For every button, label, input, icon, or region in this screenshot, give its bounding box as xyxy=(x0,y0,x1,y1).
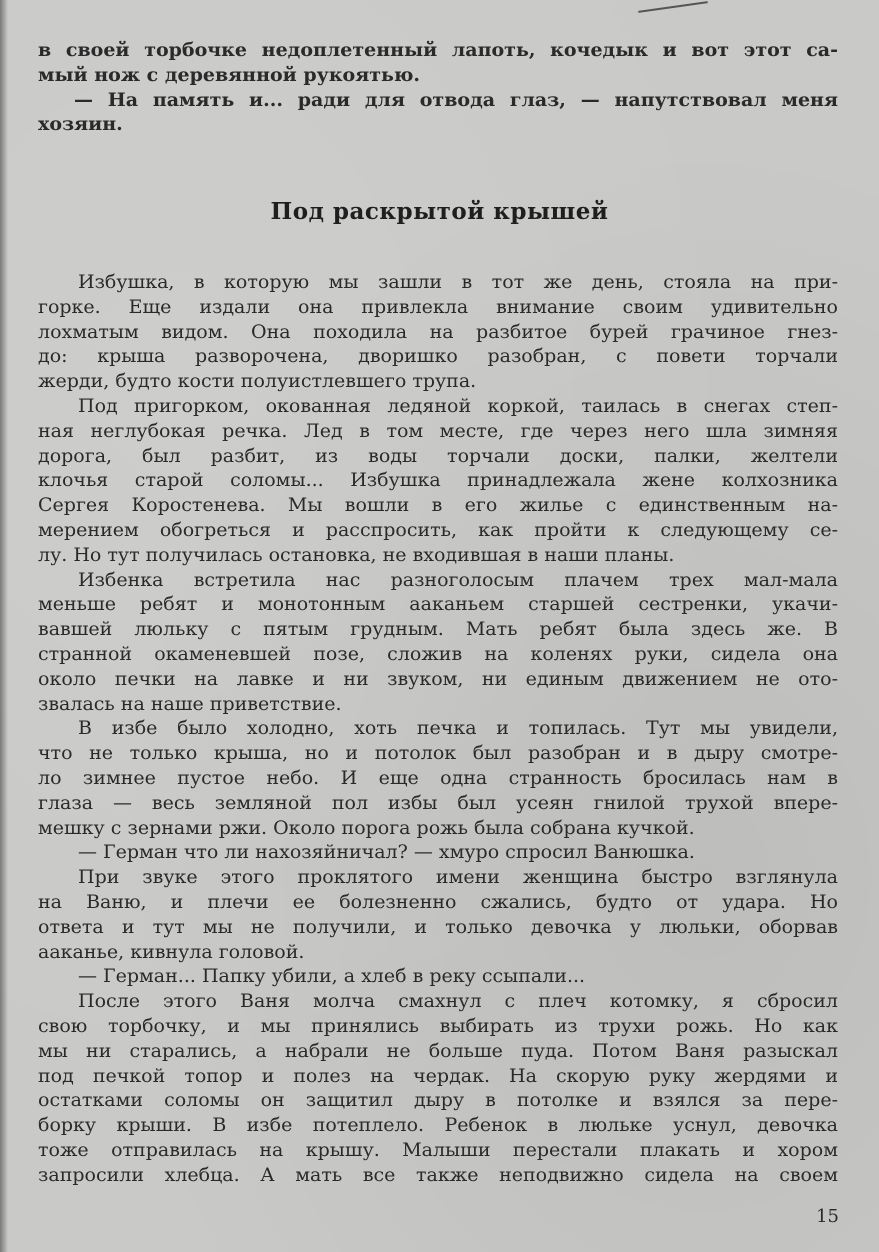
text-line: лу. Но тут получилась остановка, не входившая в наши планы. xyxy=(38,543,675,566)
text-line: остатками соломы он защитил дыру в потолке и взялся за пере- xyxy=(38,1089,838,1112)
text-line: Избушка, в которую мы зашли в тот же день, стояла на при- xyxy=(78,271,838,293)
text-line: ответа и тут мы не получили, и только девочка у люльки, оборвав xyxy=(38,915,838,938)
text-line: под печкой топор и полез на чердак. На скорую руку жердями и xyxy=(38,1064,838,1087)
text-line: — На память и... ради для отвода глаз, — напутствовал меня xyxy=(74,88,838,111)
text-line: мый нож с деревянной рукоятью. xyxy=(38,63,421,86)
text-line: в своей торбочке недоплетенный лапоть, кочедык и вот этот са- xyxy=(38,39,838,61)
text-line: Избенка встретила нас разноголосым плачем трех мал-мала xyxy=(78,568,838,591)
text-line: ная неглубокая речка. Лед в том месте, где через него шла зимняя xyxy=(38,419,838,442)
text-line: Сергея Коростенева. Мы вошли в его жилье с единственным на- xyxy=(38,494,838,517)
text-line: жерди, будто кости полуистлевшего трупа. xyxy=(38,370,477,393)
text-line: меньше ребят и монотонным ааканьем старшей сестренки, укачи- xyxy=(38,593,838,616)
text-line: При звуке этого проклятого имени женщина быстро взглянула xyxy=(78,866,838,889)
text-line: горке. Еще издали она привлекла внимание своим удивительно xyxy=(38,295,838,318)
chapter-title: Под раскрытой крышей xyxy=(270,198,609,225)
page-edge-shadow xyxy=(0,0,8,1252)
text-line: свою торбочку, и мы принялись выбирать из трухи рожь. Но как xyxy=(38,1014,838,1037)
text-line: мешку с зернами ржи. Около порога рожь была собрана кучкой. xyxy=(38,816,695,839)
text-line: клочья старой соломы... Избушка принадлежала жене колхозника xyxy=(38,469,838,492)
text-line: запросили хлебца. А мать все также неподвижно сидела на своем xyxy=(38,1163,838,1186)
page-number: 15 xyxy=(816,1206,839,1227)
text-line: мерением обогреться и расспросить, как пройти к следующему се- xyxy=(38,518,838,541)
text-line: — Герман... Папку убили, а хлеб в реку ссыпали... xyxy=(78,965,586,988)
text-line: звалась на наше приветствие. xyxy=(38,692,342,715)
text-line: ааканье, кивнула головой. xyxy=(38,940,305,963)
text-line: борку крыши. В избе потеплело. Ребенок в люльке уснул, девочка xyxy=(38,1114,838,1137)
text-line: лохматым видом. Она походила на разбитое бурей грачиное гнез- xyxy=(38,320,838,343)
text-line: хозяин. xyxy=(38,113,123,136)
text-line: — Герман что ли нахозяйничал? — хмуро спросил Ванюшка. xyxy=(78,841,695,864)
text-line: на Ваню, и плечи ее болезненно сжались, будто от удара. Но xyxy=(38,890,838,913)
text-line: вавшей люльку с пятым грудным. Мать ребят была здесь же. В xyxy=(38,618,838,641)
text-line: ло зимнее пустое небо. И еще одна странность бросилась нам в xyxy=(38,766,838,789)
text-line: мы ни старались, а набрали не больше пуда. Потом Ваня разыскал xyxy=(38,1039,838,1062)
text-line: до: крыша разворочена, дворишко разобран, с повети торчали xyxy=(38,345,838,368)
text-line: что не только крыша, но и потолок был разобран и в дыру смотре- xyxy=(38,742,838,765)
pencil-mark xyxy=(638,1,708,13)
text-line: Под пригорком, окованная ледяной коркой, таилась в снегах степ- xyxy=(78,394,838,417)
text-line: глаза — весь земляной пол избы был усеян гнилой трухой впере- xyxy=(38,791,838,814)
text-line: странной окаменевшей позе, сложив на коленях руки, сидела она xyxy=(38,642,838,665)
text-line: тоже отправилась на крышу. Малыши перестали плакать и хором xyxy=(38,1138,838,1161)
text-line: После этого Ваня молча смахнул с плеч котомку, я сбросил xyxy=(78,990,838,1013)
text-line: В избе было холодно, хоть печка и топилась. Тут мы увидели, xyxy=(78,717,838,740)
text-line: дорога, был разбит, из воды торчали доски, палки, желтели xyxy=(38,444,838,467)
intro-paragraph xyxy=(38,38,838,137)
text-line: около печки на лавке и ни звуком, ни единым движением не ото- xyxy=(38,667,838,690)
chapter-body xyxy=(38,270,838,1187)
